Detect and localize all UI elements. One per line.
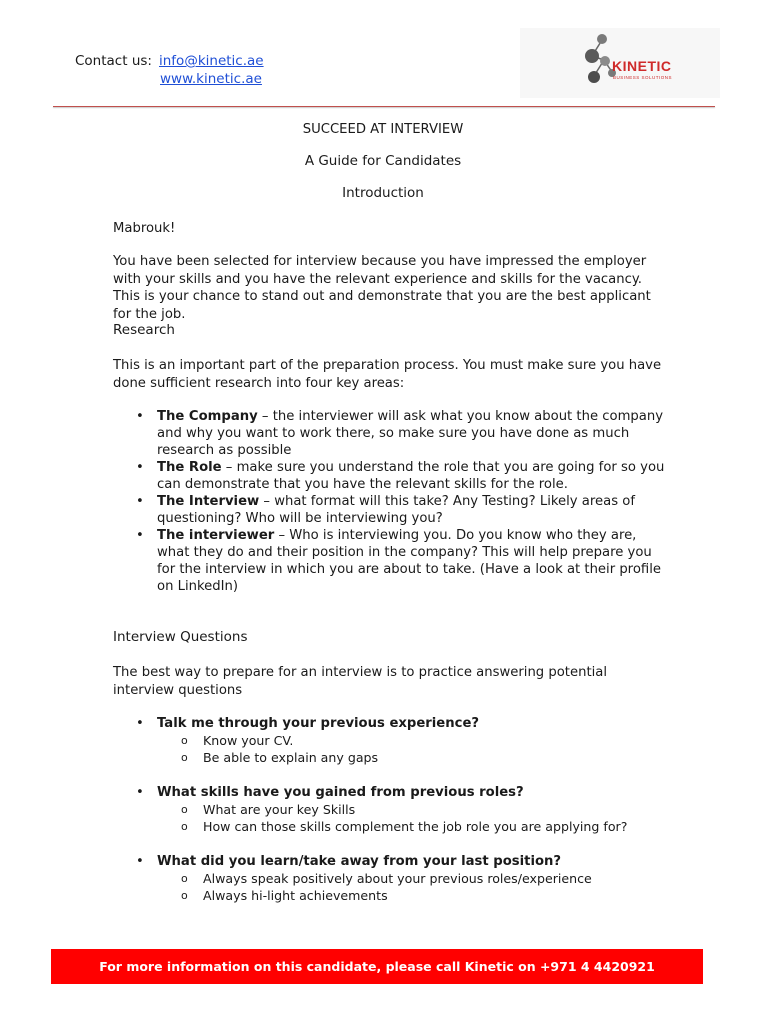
list-item: • The Interview – what format will this take? Any Testing? Likely areas of questioning? Who will be interviewing you?: [136, 493, 666, 527]
question-tip: o Be able to explain any gaps: [136, 749, 666, 766]
document-subtitle: A Guide for Candidates: [304, 153, 462, 169]
question-block: [136, 853, 666, 904]
question-tip: o Always speak positively about your previous roles/experience: [136, 870, 666, 887]
footer-banner: For more information on this candidate, please call Kinetic on +971 4 4420921: [51, 949, 703, 984]
email-link[interactable]: info@kinetic.ae: [159, 53, 264, 69]
document-title: SUCCEED AT INTERVIEW: [302, 122, 464, 137]
list-item: • The Role – make sure you understand the role that you are going for so you can demonstrate that you have the relevant skills for the role.: [136, 459, 666, 493]
question-text: • What skills have you gained from previous roles?: [136, 784, 666, 801]
question-tip: o Always hi-light achievements: [136, 887, 666, 904]
question-text: • Talk me through your previous experience?: [136, 715, 666, 732]
contact-label: Contact us:: [75, 53, 152, 69]
question-block: [136, 715, 666, 766]
logo-wordmark: KINETIC: [612, 58, 672, 74]
introduction-heading: Introduction: [342, 185, 424, 201]
intro-paragraph: You have been selected for interview because you have impressed the employer with your skills and you have the relevant experience and skills for the vacancy. This is your chance to stand out and demonstrate that you are the best applicant for the job.: [113, 254, 651, 322]
kinetic-logo: [520, 28, 720, 98]
question-tip: o How can those skills complement the job role you are applying for?: [136, 818, 666, 835]
questions-paragraph: The best way to prepare for an interview is to practice answering potential interview questions: [113, 665, 608, 698]
greeting: Mabrouk!: [113, 221, 176, 236]
research-list: [136, 408, 666, 595]
question-text: • What did you learn/take away from your last position?: [136, 853, 666, 870]
list-item: • The Company – the interviewer will ask what you know about the company and why you want to work there, so make sure you have done as much research as possible: [136, 408, 666, 459]
question-block: [136, 784, 666, 835]
question-tip: o Know your CV.: [136, 732, 666, 749]
header-divider: [53, 106, 715, 107]
questions-heading: Interview Questions: [113, 629, 248, 645]
list-item: • The interviewer – Who is interviewing you. Do you know who they are, what they do and their position in the company? This will help prepare you for the interview in which you are about to take. (Have a look at their profile on LinkedIn): [136, 527, 666, 595]
research-heading: Research: [113, 322, 175, 338]
research-paragraph: This is an important part of the preparation process. You must make sure you have done sufficient research into four key areas:: [113, 358, 662, 391]
website-link[interactable]: www.kinetic.ae: [160, 71, 262, 87]
question-tip: o What are your key Skills: [136, 801, 666, 818]
logo-tagline: BUSINESS SOLUTIONS: [613, 75, 673, 80]
contact-block: [75, 52, 264, 88]
